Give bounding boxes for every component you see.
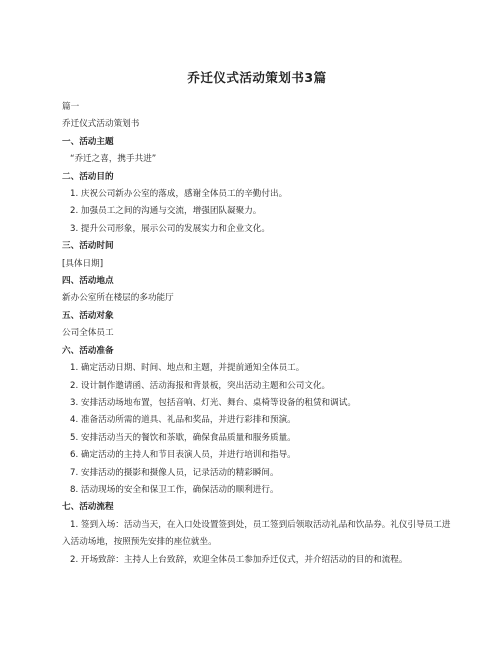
process-paragraph: 1. 签到入场：活动当天，在入口处设置签到处，员工签到后领取活动礼品和饮品券。礼仪引导员工进入活动场地，按照预先安排的座位就坐。 [62, 519, 451, 548]
section-heading-time: 三、活动时间 [62, 241, 114, 252]
preparation-item: 6. 确定活动的主持人和节目表演人员，并进行培训和指导。 [70, 450, 296, 461]
section-heading-location: 四、活动地点 [62, 276, 114, 287]
part-label: 篇一 [62, 102, 80, 112]
time-text: [具体日期] [62, 258, 104, 269]
document-title: 乔迁仪式活动策划书3篇 [187, 70, 327, 85]
preparation-item: 8. 活动现场的安全和保卫工作，确保活动的顺利进行。 [70, 484, 279, 495]
section-heading-audience: 五、活动对象 [62, 310, 114, 321]
purpose-item: 1. 庆祝公司新办公室的落成，感谢全体员工的辛勤付出。 [70, 189, 288, 200]
document-subtitle: 乔迁仪式活动策划书 [62, 119, 140, 130]
section-heading-theme: 一、活动主题 [62, 136, 114, 147]
preparation-item: 1. 确定活动日期、时间、地点和主题，并提前通知全体员工。 [70, 363, 305, 374]
preparation-item: 5. 安排活动当天的餐饮和茶歇，确保食品质量和服务质量。 [70, 432, 296, 443]
section-heading-process: 七、活动流程 [62, 502, 114, 513]
preparation-item: 3. 安排活动场地布置，包括音响、灯光、舞台、桌椅等设备的租赁和调试。 [70, 397, 356, 408]
preparation-item: 7. 安排活动的摄影和摄像人员，记录活动的精彩瞬间。 [70, 467, 279, 478]
audience-text: 公司全体员工 [62, 328, 114, 339]
theme-text: “乔迁之喜，携手共进” [70, 154, 157, 165]
preparation-item: 2. 设计制作邀请函、活动海报和背景板，突出活动主题和公司文化。 [70, 380, 331, 391]
location-text: 新办公室所在楼层的多功能厅 [62, 293, 174, 304]
section-heading-purpose: 二、活动目的 [62, 171, 114, 182]
purpose-item: 2. 加强员工之间的沟通与交流，增强团队凝聚力。 [70, 206, 262, 217]
preparation-item: 4. 准备活动所需的道具、礼品和奖品，并进行彩排和预演。 [70, 415, 296, 426]
process-paragraph: 2. 开场致辞：主持人上台致辞，欢迎全体员工参加乔迁仪式，并介绍活动的目的和流程。 [70, 554, 408, 565]
section-heading-preparation: 六、活动准备 [62, 345, 114, 356]
purpose-item: 3. 提升公司形象，展示公司的发展实力和企业文化。 [70, 223, 270, 234]
